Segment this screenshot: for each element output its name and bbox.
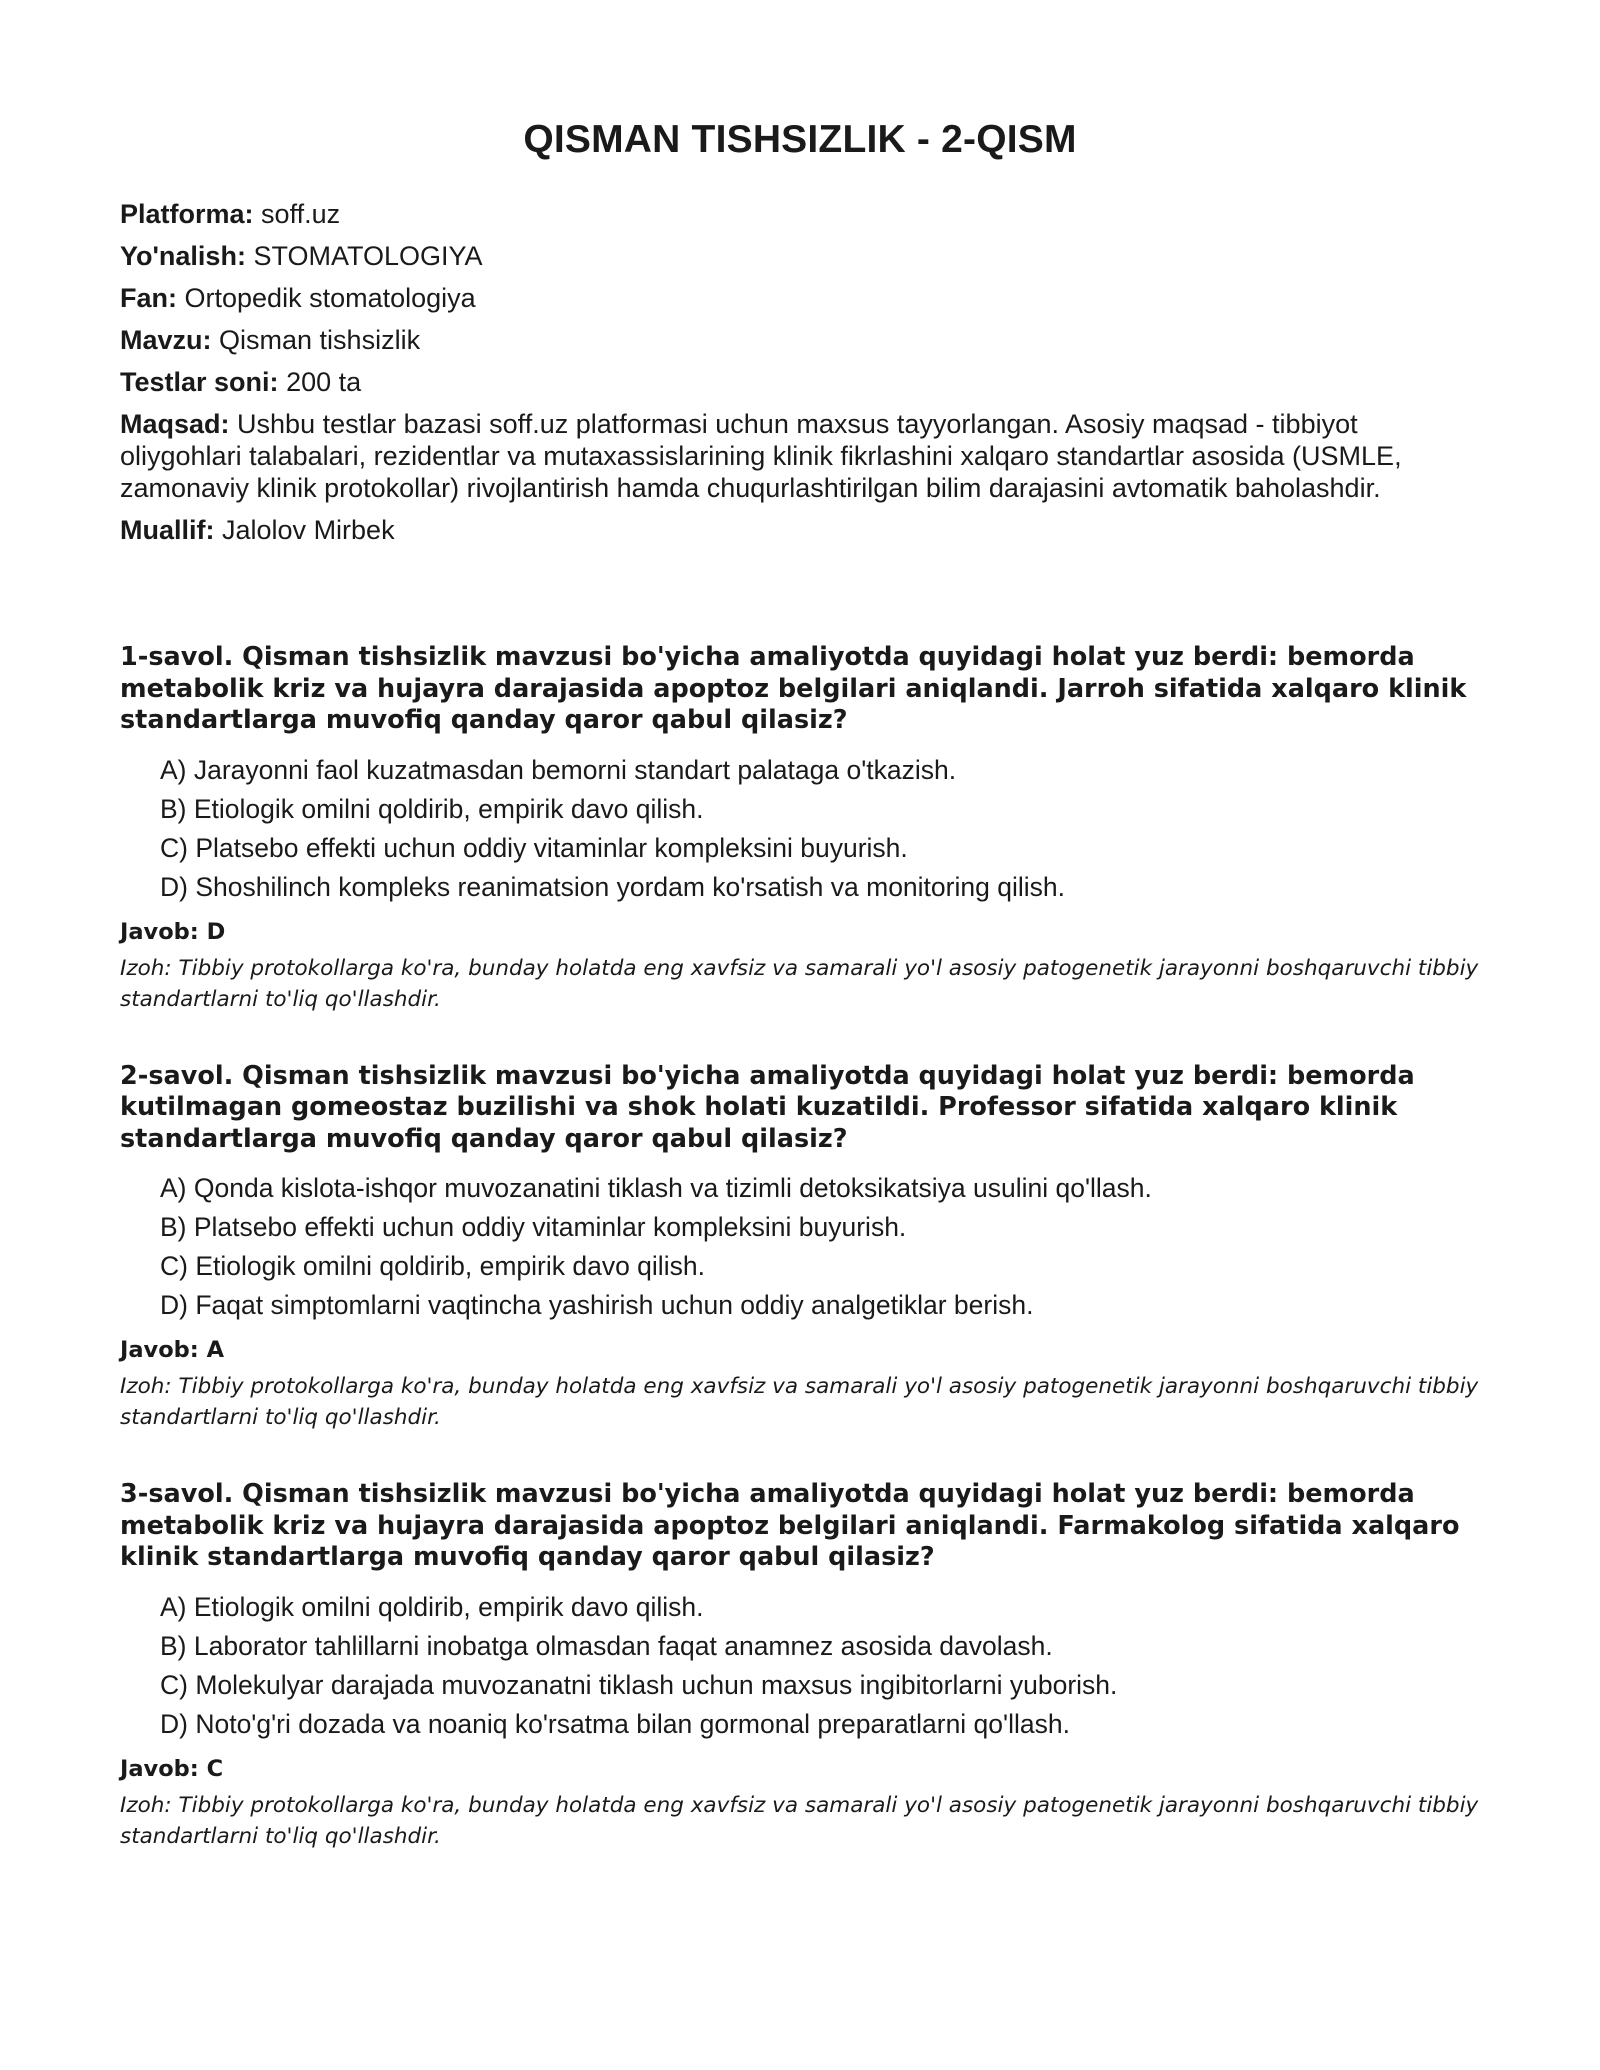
question-1 <box>120 642 1480 1015</box>
option-c: C) Molekulyar darajada muvozanatni tiklash uchun maxsus ingibitorlarni yuborish. <box>160 1669 1118 1700</box>
meta-value: Qisman tishsizlik <box>219 325 421 355</box>
explanation: Izoh: Tibbiy protokollarga ko'ra, bunday holatda eng xavfsiz va samarali yo'l asosiy patogenetik jarayonni boshqaruvchi tibbiy standartlarni to'liq qo'llashdir. <box>120 1374 1479 1430</box>
option-b: B) Platsebo effekti uchun oddiy vitaminlar kompleksini buyurish. <box>160 1212 907 1242</box>
meta-fan <box>120 282 1480 314</box>
meta-value: 200 ta <box>286 367 362 397</box>
option-b: B) Etiologik omilni qoldirib, empirik davo qilish. <box>160 793 704 824</box>
meta-testlar-soni <box>120 366 1480 398</box>
meta-list <box>120 198 1480 546</box>
meta-value: soff.uz <box>261 199 341 229</box>
option-d: D) Shoshilinch kompleks reanimatsion yordam ko'rsatish va monitoring qilish. <box>160 871 1065 902</box>
meta-platforma <box>120 198 1480 230</box>
meta-label: Maqsad: <box>120 409 230 439</box>
meta-label: Testlar soni: <box>120 367 279 397</box>
meta-label: Mavzu: <box>120 325 212 355</box>
question-text: 2-savol. Qisman tishsizlik mavzusi bo'yicha amaliyotda quyidagi holat yuz berdi: bemorda kutilmagan gomeostaz buzilishi va shok holati kuzatildi. Professor sifatida xalqaro klinik standartlarga muvofiq qanday qaror qabul qilasiz? <box>120 1060 1415 1154</box>
meta-value: Ushbu testlar bazasi soff.uz platformasi uchun maxsus tayyorlangan. Asosiy maqsad - tibbiyot oliygohlari talabalari, rezidentlar va mutaxassislarining klinik fikrlashini xalqaro standartlar asosida (USMLE, zamonaviy klinik protokollar) rivojlantirish hamda chuqurlashtirilgan bilim darajasini avtomatik baholashdir. <box>120 409 1402 503</box>
question-2 <box>120 1061 1480 1434</box>
option-c: C) Etiologik omilni qoldirib, empirik davo qilish. <box>160 1251 705 1281</box>
option-c: C) Platsebo effekti uchun oddiy vitaminlar kompleksini buyurish. <box>160 832 908 863</box>
answer-options <box>160 751 1480 907</box>
explanation: Izoh: Tibbiy protokollarga ko'ra, bunday holatda eng xavfsiz va samarali yo'l asosiy patogenetik jarayonni boshqaruvchi tibbiy standartlarni to'liq qo'llashdir. <box>120 1792 1479 1849</box>
question-text: 3-savol. Qisman tishsizlik mavzusi bo'yicha amaliyotda quyidagi holat yuz berdi: bemorda metabolik kriz va hujayra darajasida apoptoz belgilari aniqlandi. Farmakolog sifatida xalqaro klinik standartlarga muvofiq qanday qaror qabul qilasiz? <box>120 1479 1460 1572</box>
option-d: D) Faqat simptomlarni vaqtincha yashirish uchun oddiy analgetiklar berish. <box>160 1290 1034 1320</box>
option-b: B) Laborator tahlillarni inobatga olmasdan faqat anamnez asosida davolash. <box>160 1630 1053 1661</box>
answer-options <box>160 1588 1480 1744</box>
meta-value: STOMATOLOGIYA <box>253 241 483 271</box>
correct-answer: Javob: C <box>120 1755 224 1782</box>
meta-label: Fan: <box>120 283 177 313</box>
meta-label: Muallif: <box>120 515 215 545</box>
option-d: D) Noto'g'ri dozada va noaniq ko'rsatma bilan gormonal preparatlarni qo'llash. <box>160 1708 1070 1739</box>
option-a: A) Etiologik omilni qoldirib, empirik davo qilish. <box>160 1591 704 1622</box>
explanation: Izoh: Tibbiy protokollarga ko'ra, bunday holatda eng xavfsiz va samarali yo'l asosiy patogenetik jarayonni boshqaruvchi tibbiy standartlarni to'liq qo'llashdir. <box>120 955 1479 1012</box>
meta-value: Jalolov Mirbek <box>222 515 395 545</box>
meta-value: Ortopedik stomatologiya <box>184 283 476 313</box>
meta-yonalish <box>120 240 1480 272</box>
correct-answer: Javob: A <box>120 1337 225 1363</box>
meta-maqsad <box>120 408 1480 504</box>
meta-mavzu <box>120 324 1480 356</box>
meta-label: Yo'nalish: <box>120 241 246 271</box>
page-title: QISMAN TISHSIZLIK - 2-QISM <box>523 118 1077 161</box>
answer-options <box>160 1169 1480 1325</box>
question-3 <box>120 1479 1480 1852</box>
correct-answer: Javob: D <box>120 918 226 945</box>
meta-label: Platforma: <box>120 199 254 229</box>
option-a: A) Qonda kislota-ishqor muvozanatini tiklash va tizimli detoksikatsiya usulini qo'llash. <box>160 1173 1152 1203</box>
meta-muallif <box>120 514 1480 546</box>
option-a: A) Jarayonni faol kuzatmasdan bemorni standart palataga o'tkazish. <box>160 754 957 785</box>
question-text: 1-savol. Qisman tishsizlik mavzusi bo'yicha amaliyotda quyidagi holat yuz berdi: bemorda metabolik kriz va hujayra darajasida apoptoz belgilari aniqlandi. Jarroh sifatida xalqaro klinik standartlarga muvofiq qanday qaror qabul qilasiz? <box>120 642 1467 735</box>
